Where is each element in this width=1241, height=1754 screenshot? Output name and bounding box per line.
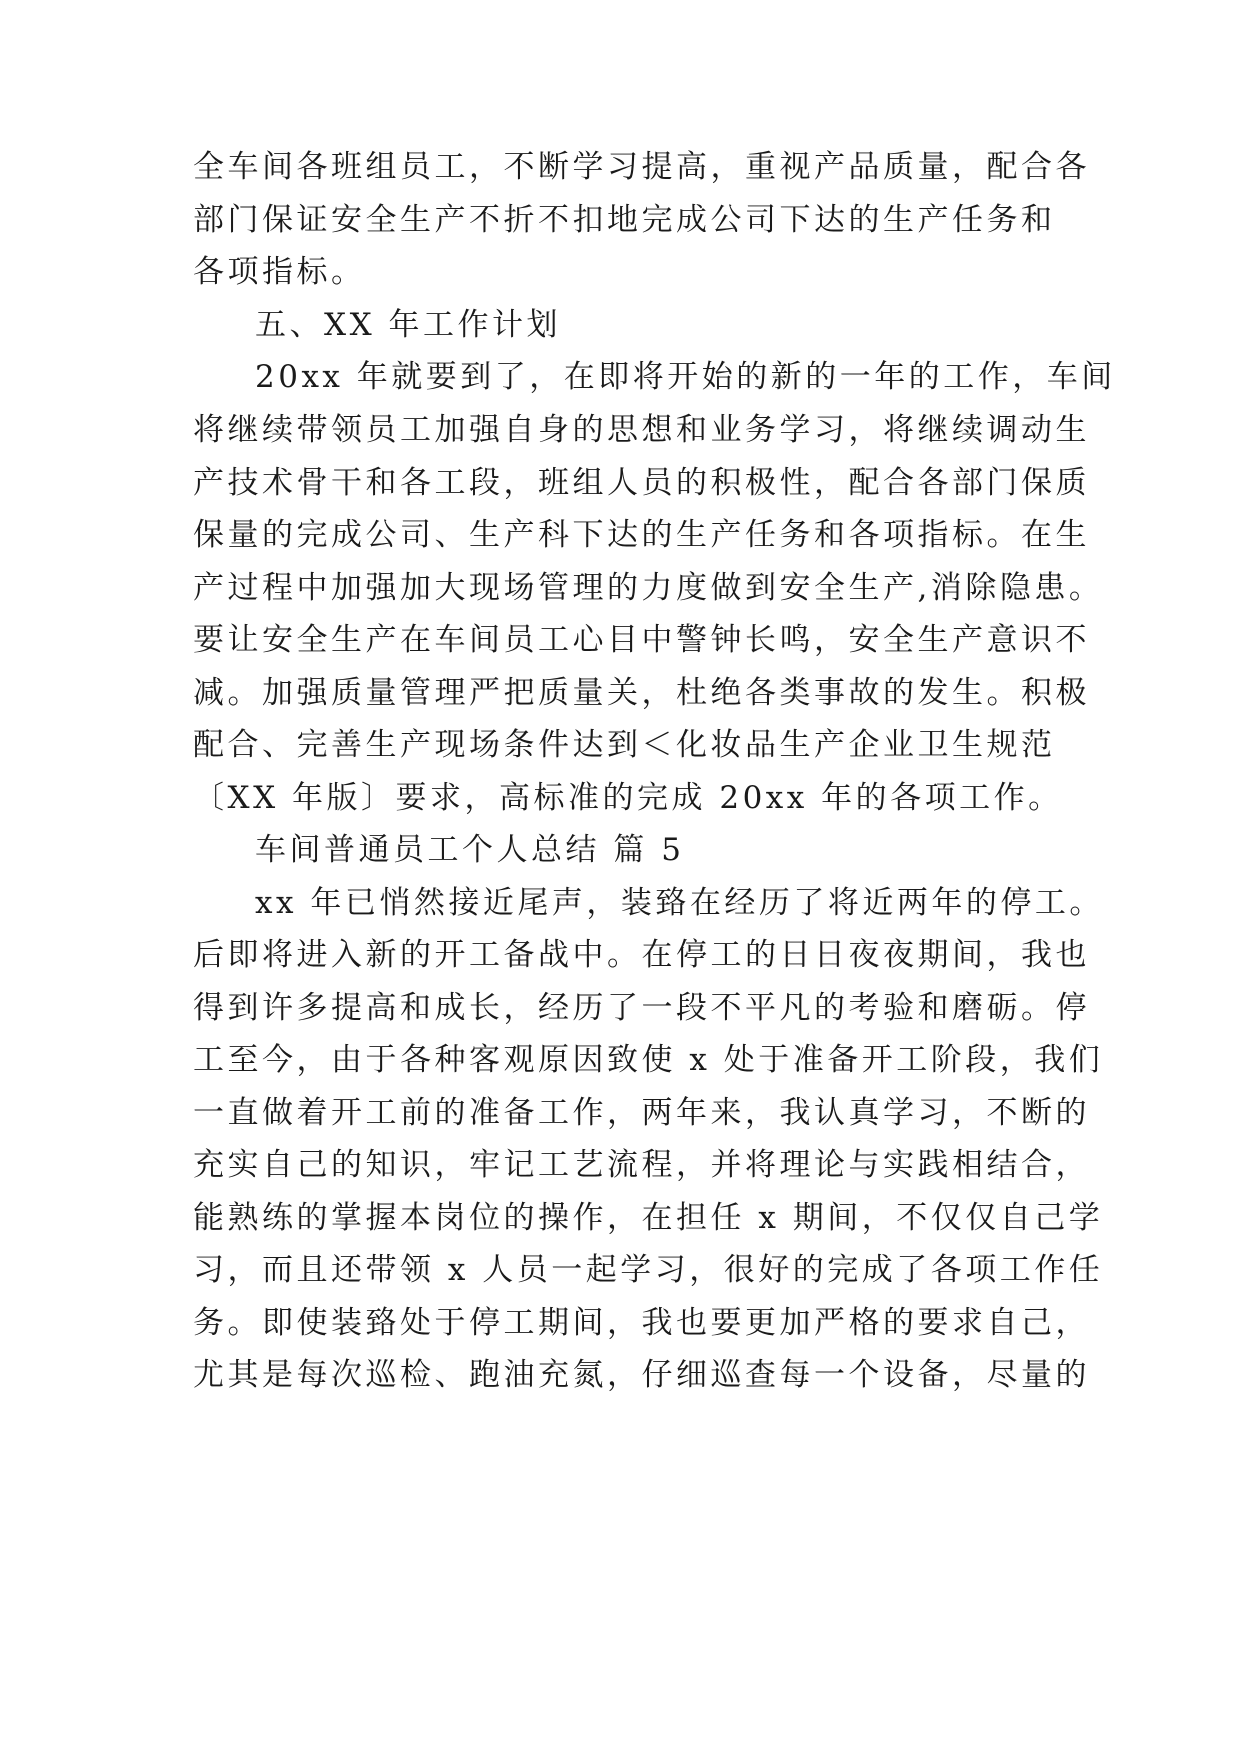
text-line: 配合、完善生产现场条件达到＜化妆品生产企业卫生规范 [193,727,1056,763]
text-line: xx 年已悄然接近尾声，装臵在经历了将近两年的停工。 [255,885,1104,921]
text-line: 一直做着开工前的准备工作，两年来，我认真学习，不断的 [193,1095,1090,1131]
text-line: 各项指标。 [193,254,366,290]
section-heading: 五、XX 年工作计划 [255,307,561,343]
text-line: 减。加强质量管理严把质量关，杜绝各类事故的发生。积极 [193,675,1090,711]
section-heading: 车间普通员工个人总结 篇 5 [255,832,685,868]
text-line: 保量的完成公司、生产科下达的生产任务和各项指标。在生 [193,517,1090,553]
text-line: 得到许多提高和成长，经历了一段不平凡的考验和磨砺。停 [193,990,1090,1026]
text-line: 后即将进入新的开工备战中。在停工的日日夜夜期间，我也 [193,937,1090,973]
text-line: 产过程中加强加大现场管理的力度做到安全生产,消除隐患。 [193,570,1104,606]
text-line: 20xx 年就要到了，在即将开始的新的一年的工作，车间 [255,359,1116,395]
text-line: 习，而且还带领 x 人员一起学习，很好的完成了各项工作任 [193,1252,1104,1288]
text-line: 将继续带领员工加强自身的思想和业务学习，将继续调动生 [193,412,1090,448]
text-line: 工至今，由于各种客观原因致使 x 处于准备开工阶段，我们 [193,1042,1104,1078]
text-line: 产技术骨干和各工段，班组人员的积极性，配合各部门保质 [193,465,1090,501]
text-line: 要让安全生产在车间员工心目中警钟长鸣，安全生产意识不 [193,622,1090,658]
text-line: 尤其是每次巡检、跑油充氮，仔细巡查每一个设备，尽量的 [193,1357,1090,1393]
text-line: 务。即使装臵处于停工期间，我也要更加严格的要求自己， [193,1305,1090,1341]
text-line: 充实自己的知识，牢记工艺流程，并将理论与实践相结合， [193,1147,1090,1183]
text-line: 能熟练的掌握本岗位的操作，在担任 x 期间，不仅仅自己学 [193,1200,1104,1236]
text-line: 〔XX 年版〕要求，高标准的完成 20xx 年的各项工作。 [193,780,1063,816]
text-line: 全车间各班组员工，不断学习提高，重视产品质量，配合各 [193,149,1090,185]
text-line: 部门保证安全生产不折不扣地完成公司下达的生产任务和 [193,202,1056,238]
